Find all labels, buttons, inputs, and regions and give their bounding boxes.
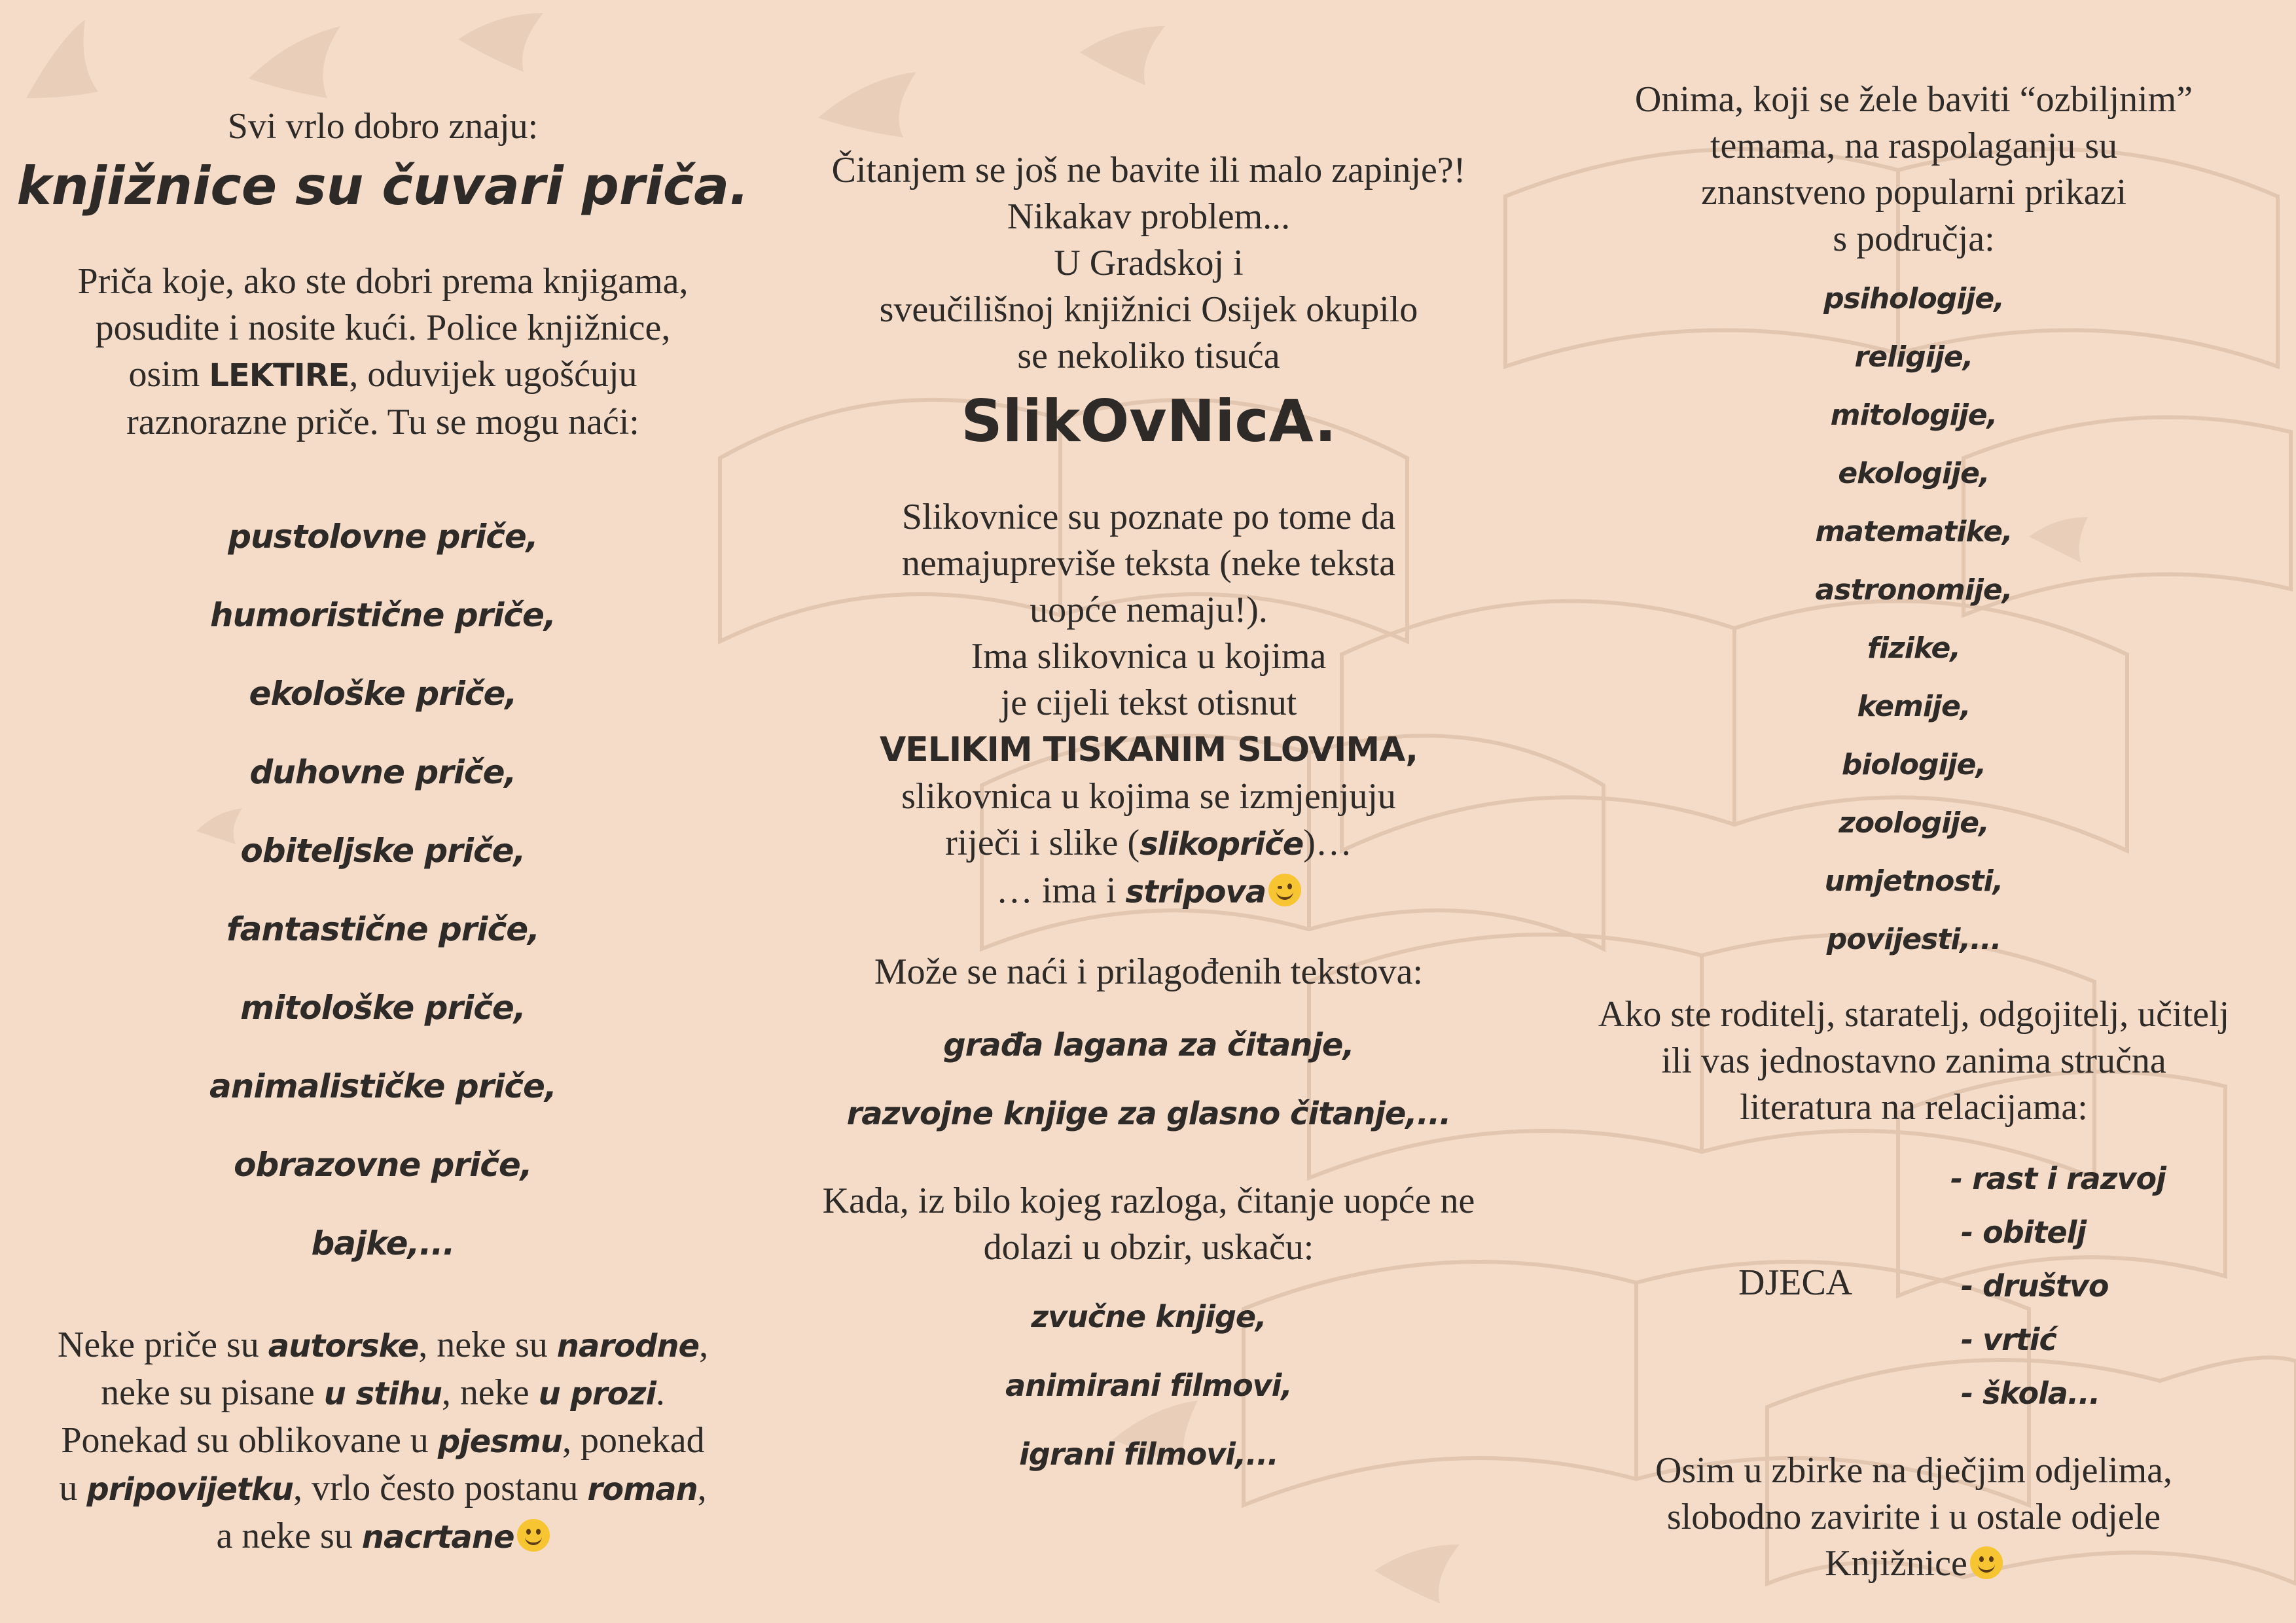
list-item: - vrtić: [1961, 1322, 2056, 1357]
list-item: fantastične priče,: [226, 910, 540, 948]
highlight-word: pripovijetku: [86, 1471, 293, 1508]
list-item: - obitelj: [1961, 1215, 2087, 1250]
list-item: animalističke priče,: [209, 1067, 556, 1105]
paragraph-line: nemajupreviše teksta (neke teksta: [901, 543, 1396, 584]
paragraph-line: dolazi u obzir, uskaču:: [983, 1227, 1314, 1268]
list-item: animirani filmovi,: [1005, 1368, 1292, 1403]
stories-intro-paragraph: [0, 259, 766, 446]
bird-shape: [1374, 1544, 1460, 1603]
text-fragment: , vrlo često postanu: [293, 1468, 588, 1508]
highlight-word: autorske: [268, 1328, 419, 1364]
capital-letters-highlight: VELIKIM TISKANIM SLOVIMA,: [879, 730, 1418, 770]
paragraph-line: [766, 726, 1532, 774]
reading-intro-paragraph: [766, 147, 1532, 380]
paragraph-line: znanstveno popularni prikazi: [1700, 172, 2126, 213]
text-fragment: ,: [697, 1468, 707, 1508]
list-item: obrazovne priče,: [234, 1146, 532, 1184]
paragraph-line: Ima slikovnica u kojima: [971, 636, 1327, 677]
nonfiction-intro-paragraph: [1532, 77, 2296, 262]
alternatives-paragraph: [766, 1178, 1532, 1271]
list-item: mitološke priče,: [240, 989, 526, 1027]
list-item: fizike,: [1867, 632, 1961, 665]
paragraph-line: U Gradskoj i: [1054, 243, 1244, 283]
text-fragment: osim: [128, 354, 200, 395]
list-item: zvučne knjige,: [1031, 1299, 1266, 1334]
lektire-highlight: LEKTIRE: [209, 357, 350, 394]
text-fragment: ,: [699, 1325, 709, 1365]
intro-text: Svi vrlo dobro znaju:: [227, 106, 539, 147]
highlight-word: u stihu: [323, 1376, 442, 1412]
list-item: zoologije,: [1839, 806, 1989, 840]
paragraph-line: Ako ste roditelj, staratelj, odgojitelj, učitelj: [1598, 994, 2230, 1035]
paragraph-line: raznorazne priče. Tu se mogu naći:: [126, 402, 639, 442]
paragraph-line: [0, 1418, 766, 1465]
paragraph-line: [0, 351, 766, 399]
text-fragment: , neke: [441, 1372, 539, 1413]
bird-shape: [249, 26, 340, 98]
paragraph-line: [766, 868, 1532, 916]
highlight-word: slikopriče: [1139, 826, 1304, 863]
paragraph-line: literatura na relacijama:: [1740, 1087, 2088, 1128]
paragraph-line: Priča koje, ako ste dobri prema knjigama,: [77, 261, 689, 302]
list-item: kemije,: [1857, 690, 1971, 723]
text-fragment: u: [59, 1468, 87, 1508]
list-item: religije,: [1854, 340, 1973, 374]
list-item: ekološke priče,: [249, 675, 517, 713]
paragraph-line: Čitanjem se još ne bavite ili malo zapinje?!: [831, 150, 1466, 190]
text-fragment: .: [655, 1372, 665, 1413]
media-list: [766, 1283, 1532, 1489]
list-item: bajke,...: [311, 1224, 455, 1262]
list-item: igrani filmovi,...: [1019, 1436, 1278, 1472]
story-types-list: [0, 497, 766, 1283]
list-item: mitologije,: [1830, 399, 1998, 432]
bird-shape: [26, 20, 98, 98]
list-item: matematike,: [1815, 515, 2013, 548]
paragraph-line: Kada, iz bilo kojeg razloga, čitanje uopće ne: [822, 1181, 1475, 1221]
paragraph-line: Slikovnice su poznate po tome da: [901, 497, 1396, 537]
smiley-icon: [1970, 1546, 2003, 1579]
list-item: - rast i razvoj: [1950, 1161, 2166, 1196]
bird-shape: [458, 13, 543, 72]
paragraph-line: Osim u zbirke na dječjim odjelima,: [1655, 1450, 2172, 1491]
list-item: pustolovne priče,: [228, 518, 538, 556]
text-fragment: neke su pisane: [101, 1372, 324, 1413]
page-title: knjižnice su čuvari priča.: [16, 156, 749, 217]
list-item: - škola...: [1961, 1376, 2100, 1411]
list-item: povijesti,...: [1826, 923, 2001, 956]
paragraph-line: [0, 1322, 766, 1370]
other-departments-paragraph: [1532, 1448, 2296, 1587]
paragraph-line: sveučilišnoj knjižnici Osijek okupilo: [879, 289, 1418, 330]
professional-literature-paragraph: [1532, 991, 2296, 1131]
list-item: humoristične priče,: [210, 596, 556, 634]
paragraph-line: slobodno zavirite i u ostale odjele: [1666, 1497, 2161, 1537]
paragraph-line: [1532, 1541, 2296, 1587]
wink-smiley-icon: [1268, 874, 1301, 906]
text-fragment: Neke priče su: [57, 1325, 268, 1365]
bird-shape: [1080, 26, 1165, 85]
highlight-word: pjesmu: [437, 1423, 562, 1460]
list-item: građa lagana za čitanje,: [943, 1027, 1354, 1063]
djeca-label: DJECA: [1738, 1262, 1853, 1303]
paragraph-line: [0, 1370, 766, 1418]
list-item: obiteljske priče,: [240, 832, 526, 870]
paragraph-line: slikovnica u kojima se izmjenjuju: [901, 776, 1396, 817]
story-forms-paragraph: [0, 1322, 766, 1561]
science-fields-list: [1532, 270, 2296, 969]
paragraph-line: [0, 1465, 766, 1513]
paragraph-line: [766, 820, 1532, 868]
relations-list: [1950, 1152, 2265, 1420]
picture-books-title: SlikOvNicA.: [961, 387, 1336, 455]
text-fragment: , neke su: [418, 1325, 557, 1365]
text-fragment: Knjižnice: [1825, 1543, 1967, 1584]
paragraph-line: Onima, koji se žele baviti “ozbiljnim”: [1634, 79, 2193, 120]
text-fragment: Ponekad su oblikovane u: [61, 1420, 438, 1461]
paragraph-line: s područja:: [1833, 219, 1995, 259]
list-item: razvojne knjige za glasno čitanje,...: [846, 1096, 1451, 1132]
paragraph-line: [0, 1513, 766, 1561]
adapted-texts-list: [766, 1011, 1532, 1149]
paragraph-line: se nekoliko tisuća: [1017, 336, 1280, 376]
bird-shape: [818, 72, 916, 137]
paragraph-line: Nikakav problem...: [1007, 196, 1291, 237]
paragraph-line: temama, na raspolaganju su: [1710, 126, 2117, 166]
text-fragment: , ponekad: [562, 1420, 705, 1461]
highlight-word: u prozi: [538, 1376, 656, 1412]
highlight-word: nacrtane: [361, 1519, 514, 1556]
highlight-word: narodne: [556, 1328, 700, 1364]
paragraph-line: uopće nemaju!).: [1030, 590, 1268, 630]
paragraph-line: je cijeli tekst otisnut: [1000, 683, 1297, 723]
picture-books-paragraph: [766, 494, 1532, 916]
paragraph-line: ili vas jednostavno zanima stručna: [1661, 1041, 2166, 1081]
text-fragment: a neke su: [216, 1516, 362, 1556]
highlight-word: roman: [587, 1471, 698, 1508]
list-item: psihologije,: [1823, 282, 2004, 315]
list-item: astronomije,: [1815, 573, 2013, 607]
paragraph-line: posudite i nosite kući. Police knjižnice,: [95, 308, 671, 348]
list-item: duhovne priče,: [249, 753, 516, 791]
list-item: ekologije,: [1838, 457, 1990, 490]
highlight-word: stripova: [1125, 874, 1266, 910]
smiley-icon: [517, 1519, 550, 1552]
text-fragment: … ima i: [996, 870, 1126, 911]
text-fragment: , oduvijek ugošćuju: [349, 354, 637, 395]
list-item: - društvo: [1961, 1268, 2109, 1304]
adapted-texts-intro: Može se naći i prilagođenih tekstova:: [874, 952, 1424, 992]
text-fragment: riječi i slike (: [945, 823, 1140, 863]
text-fragment: )…: [1303, 823, 1352, 863]
list-item: umjetnosti,: [1824, 865, 2003, 898]
list-item: biologije,: [1841, 748, 1986, 781]
